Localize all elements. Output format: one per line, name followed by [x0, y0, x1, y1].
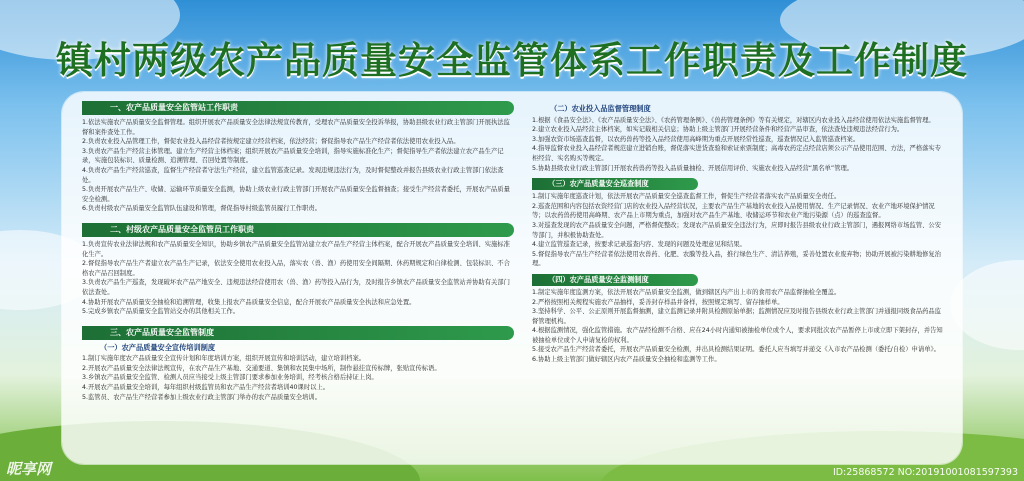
paragraph: 3.加强农资市场巡查监督，以农药兽药等投入品经营使用高峰期为重点开展经常性巡查，巡查情况记入监管巡查档案。 — [532, 135, 860, 143]
paragraph: 5.监管员、农产品生产经营者参加上级农业行政主管部门举办的农产品质量安全培训。 — [82, 393, 321, 401]
paragraph: 4.指导监督农业投入品经营者规范建立进销台账，督促落实进货查验和索证索票制度；高毒农药定点经营店须公示产品使用范围、方法，严格落实专柜经营、实名购买等规定。 — [532, 145, 942, 162]
paragraph: 2.巡查范围和内容包括农资经营门店的农业投入品经营状况，主要农产品生产基地的农业投入品使用情况、生产记录情况、农业产地环境保护情况等；以农药兽药使用高峰期、农产品上市期为重点，加强对农产品生产基地、收储运环节和农业产地污染源（点）的巡查监督。 — [532, 202, 935, 220]
paragraph: 4.协助开展农产品质量安全抽检和追溯管理，收集上报农产品质量安全信息，配合开展农产品质量安全执法和应急处置。 — [82, 298, 416, 306]
paragraph: 2.建立农业投入品经营主体档案，如实记载相关信息；协助上级主管部门开展经营条件和经营产品审查，依法查处违规违法经营行为。 — [532, 126, 904, 134]
paragraph: 1.负责宣传农业法律法规和农产品质量安全知识，协助乡镇农产品质量安全监管站建立农产品生产经营主体档案，配合开展农产品质量安全培训、实施标准化生产。 — [82, 240, 510, 258]
paragraph: 5.接受农产品生产经营者委托，开展农产品质量安全检测，并出具检测结果证明。委托人应当填写并递交《入市农产品检测（委托/自检）申请单》。 — [532, 346, 940, 354]
paragraph: 5.完成乡镇农产品质量安全监管站交办的其他相关工作。 — [82, 308, 240, 316]
section-heading: 一、农产品质量安全监管站工作职责 — [82, 101, 514, 115]
subsection-heading: （二）农业投入品监督管理制度 — [550, 104, 651, 113]
paragraph: 3.乡镇农产品质量安全监管、检测人员应当接受上级主管部门要求参加业务培训，经考核合格后持证上岗。 — [82, 374, 378, 382]
paragraph: 4.根据监测情况，强化监管措施。农产品经检测不合格、应在24小时内通知被抽检单位或个人，要求同批次农产品暂停上市或立即下架封存，并告知被抽检单位或个人申请复检的权利。 — [532, 327, 943, 344]
paragraph: 3.坚持科学、公平、公正原则开展监督抽测，建立监测记录并附具检测原始单据；监测情况应及时报告县级农业行政主管部门并通报同级食品药品监督管理机构。 — [532, 308, 942, 325]
paragraph: 5.督促指导农产品生产经营者依法使用农兽药、化肥、农膜等投入品，推行绿色生产、清洁养殖，妥善处置农业废弃物；协助开展被污染耕地修复治理。 — [532, 250, 942, 268]
paragraph: 2.督促指导农产品生产者建立农产品生产记录，依法安全使用农业投入品，落实农（兽、渔）药使用安全间隔期、休药期规定和自律检测、包装标识、不合格农产品召回制度。 — [82, 260, 510, 277]
paragraph: 3.负责农产品生产经营主体管理。建立生产经营主体档案；组织开展农产品质量安全培训，指导实施标准化生产；督促指导生产者依法建立农产品生产记录，实施包装标识、质量检测、追溯管理、召回处置等制度。 — [82, 147, 504, 165]
paragraph: 1.依法实施农产品质量安全监督管理。组织开展农产品质量安全法律法规宣传教育，受理农产品质量安全投诉举报，协助县级农业行政主管部门开展执法监督和案件查处工作。 — [82, 119, 510, 136]
subsection-heading: （三）农产品质量安全巡查制度 — [532, 178, 698, 190]
paragraph: 6.负责村级农产品质量安全监管队伍建设和管理，督促指导村级监管员履行工作职责。 — [82, 205, 321, 213]
paragraph: 5.协助县级农业行政主管部门开展农药兽药等投入品质量抽检、开展信用评价、实施农业投入品经营“黑名单”管理。 — [532, 164, 854, 172]
left-column — [82, 92, 514, 402]
right-column — [532, 92, 946, 365]
paragraph: 1.制定实施年度监测方案，依法开展农产品质量安全监测，做到辖区内产出上市的食用农产品监督抽检全覆盖。 — [532, 288, 841, 296]
page-title: 镇村两级农产品质量安全监管体系工作职责及工作制度 — [56, 38, 968, 82]
paragraph: 5.负责开展农产品生产、收储、运输环节质量安全监测，协助上级农业行政主管部门开展农产品质量安全监督抽查；接受生产经营者委托，开展农产品质量安全检测。 — [82, 186, 510, 203]
watermark-id: ID:25868572 NO:20191001081597393 — [832, 467, 1018, 478]
section-heading: 二、村级农产品质量安全监管员工作职责 — [82, 223, 514, 237]
paragraph: 3.负责农产品生产巡查，发现破坏农产品产地安全、违规违法经营使用农（兽、渔）药等投入品行为，及时报告乡镇农产品质量安全监管站并协助有关部门依法查处。 — [82, 279, 510, 296]
subsection-heading: （四）农产品质量安全监测制度 — [532, 274, 698, 286]
subsection-heading: （一）农产品质量安全宣传培训制度 — [100, 342, 216, 352]
watermark-logo: 昵享网 — [6, 460, 52, 478]
paragraph: 4.建立监管巡查记录，按要求记录巡查内容、发现的问题及处理意见和结果。 — [532, 241, 746, 249]
paragraph: 2.开展农产品质量安全法律法规宣传，在农产品生产基地、交通要道、集镇和农民集中场所，制作悬挂宣传标牌，张贴宣传标语。 — [82, 364, 441, 372]
paragraph: 4.负责农产品生产经营巡查，监督生产经营者守法生产经营，建立监管巡查记录。发现违规违法行为，及时督促整改并报告县级农业行政主管部门依法查处。 — [82, 166, 504, 184]
paragraph: 4.开展农产品质量安全培训，每年组织村级监管员和农产品生产经营者培训40课时以上。 — [82, 384, 330, 392]
section-heading: 三、农产品质量安全监管制度 — [82, 326, 514, 340]
paragraph: 1.根据《食品安全法》、《农产品质量安全法》、《农药管理条例》、《兽药管理条例》等有关规定，对辖区内农业投入品经营使用依法实施监督管理。 — [532, 116, 935, 124]
paragraph: 6.协助上级主管部门做好辖区内农产品质量安全抽检和监测等工作。 — [532, 356, 721, 364]
paragraph: 1.制订实施年度巡查计划，依法开展农产品质量安全巡查监督工作，督促生产经营者落实农产品质量安全责任。 — [532, 193, 841, 201]
content-panel — [62, 92, 962, 464]
paragraph: 1.制订实施年度农产品质量安全宣传计划和年度培训方案，组织开展宣传和培训活动，建立培训档案。 — [82, 355, 366, 363]
paragraph: 3.对巡查发现的农产品质量安全问题，严格督促整改；发现农产品质量安全违法行为，应即时报告县级农业行政主管部门，遇报网络市场监管、公安等部门，并积极协助查处。 — [532, 221, 942, 239]
paragraph: 2.负责农业投入品管理工作，督促农业投入品经营者按规定建立经营档案，依法经营；督促指导农产品生产经营者依法使用农业投入品。 — [82, 138, 460, 146]
paragraph: 2.严格按照相关规程实施农产品抽样，妥善封存样品并备样，按照规定填写、留存抽样单。 — [532, 298, 784, 306]
